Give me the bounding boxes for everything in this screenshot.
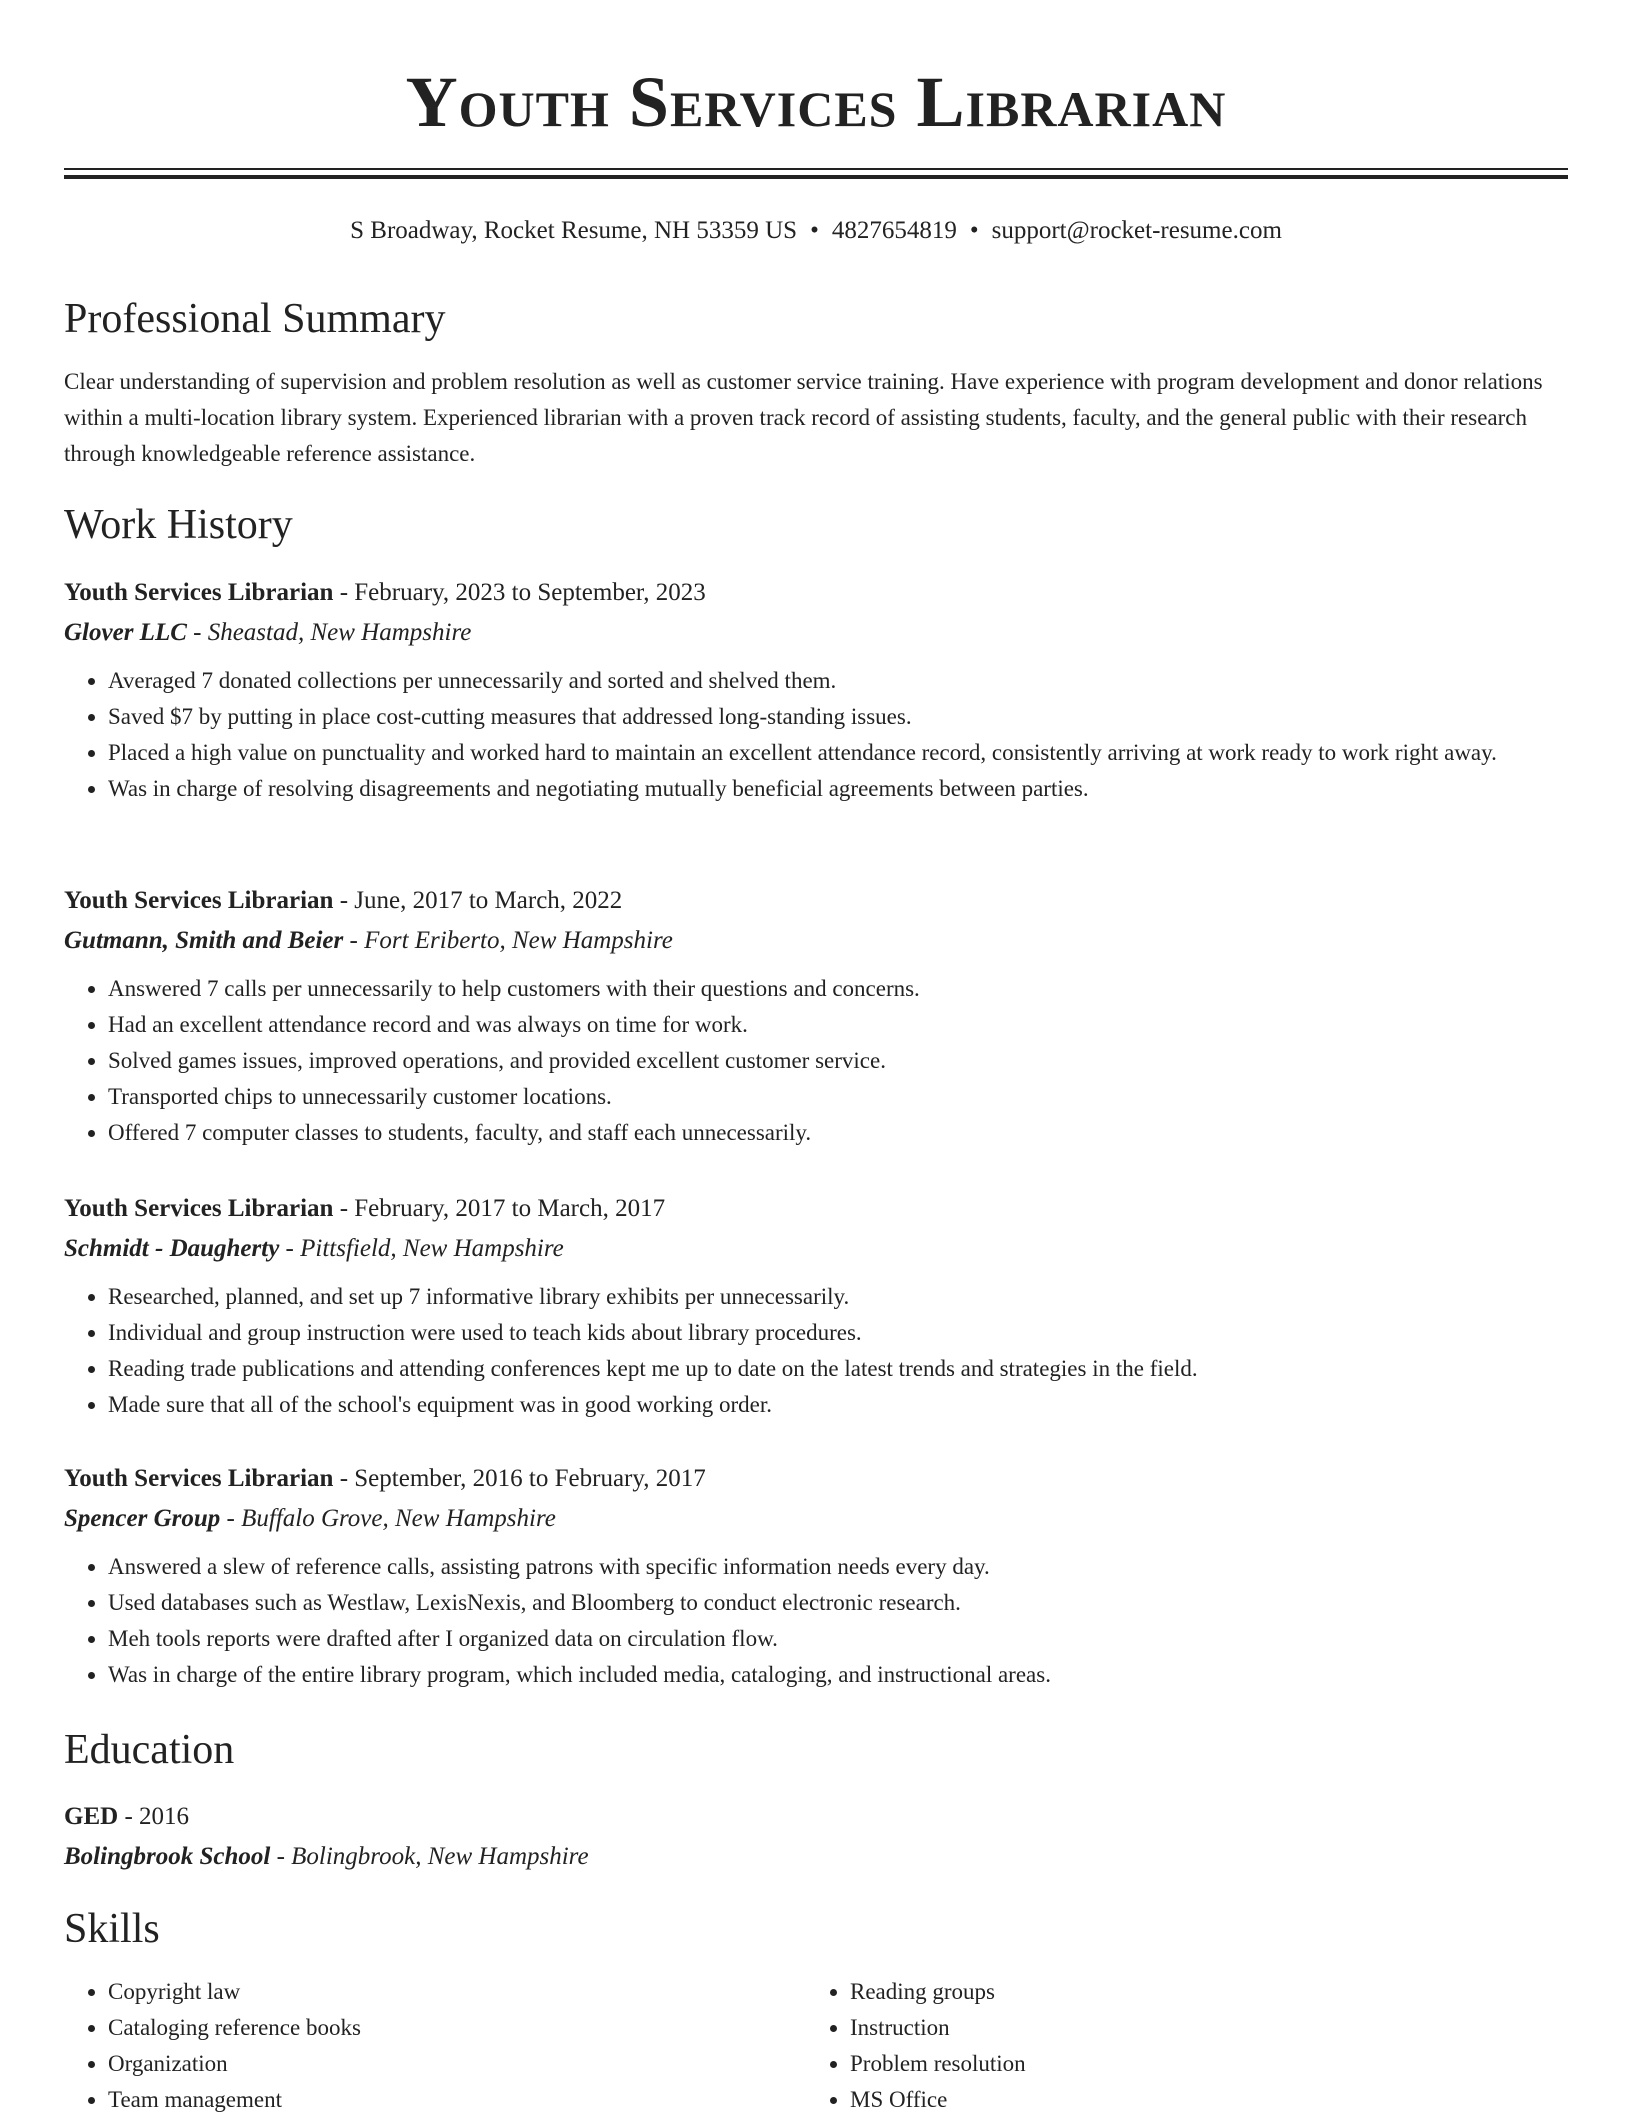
skills-heading: Skills xyxy=(64,1906,160,1952)
education-location: - Bolingbrook, New Hampshire xyxy=(270,1843,589,1870)
job-bullet: • Individual and group instruction were used to teach kids about library procedures. xyxy=(108,1315,1568,1351)
education-school-line xyxy=(64,1837,1568,1877)
job-entry xyxy=(64,1189,1568,1423)
job-entry xyxy=(64,881,1568,1151)
skills-column-left xyxy=(64,1974,806,2118)
skill-item: • MS Office xyxy=(850,2082,1548,2118)
job-bullet: • Was in charge of resolving disagreements and negotiating mutually beneficial agreements between parties. xyxy=(108,771,1568,807)
contact-line xyxy=(64,213,1568,249)
job-position: Youth Services Librarian xyxy=(64,887,334,914)
job-position: Youth Services Librarian xyxy=(64,1465,334,1492)
job-dates: - February, 2017 to March, 2017 xyxy=(333,1195,666,1222)
job-company-line xyxy=(64,1229,1568,1269)
header-rule-thick xyxy=(64,175,1568,179)
job-company-line xyxy=(64,921,1568,961)
job-location: - Buffalo Grove, New Hampshire xyxy=(220,1505,556,1532)
job-location: - Sheastad, New Hampshire xyxy=(186,619,472,646)
contact-address: S Broadway, Rocket Resume, NH 53359 US xyxy=(350,217,798,244)
skill-item: • Team management xyxy=(108,2082,806,2118)
job-bullet: • Made sure that all of the school's equipment was in good working order. xyxy=(108,1387,1568,1423)
resume-name: Youth Services Librarian xyxy=(405,62,1227,142)
job-bullets xyxy=(64,1549,1568,1693)
contact-separator: • xyxy=(810,217,819,244)
work-history-heading: Work History xyxy=(64,502,293,548)
education-degree: GED xyxy=(64,1803,119,1830)
job-bullet: • Meh tools reports were drafted after I organized data on circulation flow. xyxy=(108,1621,1568,1657)
summary-text: Clear understanding of supervision and problem resolution as well as customer service training. Have experience with program development and donor relations within a multi-location library system. Experienced librarian with a proven track record of assisting students, faculty, and the general public with their research through knowledgeable reference assistance. xyxy=(64,369,1543,466)
job-company-line xyxy=(64,613,1568,653)
education-year: - 2016 xyxy=(118,1803,190,1830)
skills-column-right xyxy=(806,1974,1548,2118)
contact-email: support@rocket-resume.com xyxy=(991,217,1282,244)
job-bullets xyxy=(64,971,1568,1151)
skill-item: • Reading groups xyxy=(850,1974,1548,2010)
skill-item: • Problem resolution xyxy=(850,2046,1548,2082)
contact-separator: • xyxy=(969,217,979,244)
job-bullet: • Was in charge of the entire library program, which included media, cataloging, and instructional areas. xyxy=(108,1657,1568,1693)
job-title-line xyxy=(64,881,1568,921)
job-dates: - February, 2023 to September, 2023 xyxy=(333,579,706,606)
job-title-line xyxy=(64,573,1568,613)
job-dates: - June, 2017 to March, 2022 xyxy=(333,887,623,914)
job-position: Youth Services Librarian xyxy=(64,579,334,606)
job-company: Spencer Group xyxy=(64,1505,221,1532)
skills-list xyxy=(64,1974,1568,2118)
job-bullet: • Answered 7 calls per unnecessarily to help customers with their questions and concerns. xyxy=(108,971,1568,1007)
job-title-line xyxy=(64,1189,1568,1229)
header-rule-thin xyxy=(64,168,1568,170)
job-entry xyxy=(64,573,1568,807)
education-heading: Education xyxy=(64,1727,235,1773)
job-bullet: • Transported chips to unnecessarily customer locations. xyxy=(108,1079,1568,1115)
education-school: Bolingbrook School xyxy=(64,1843,271,1870)
summary-heading: Professional Summary xyxy=(64,296,446,342)
resume-page xyxy=(64,0,1568,2112)
job-bullet: • Saved $7 by putting in place cost-cutting measures that addressed long-standing issues. xyxy=(108,699,1568,735)
job-location: - Pittsfield, New Hampshire xyxy=(279,1235,564,1262)
job-position: Youth Services Librarian xyxy=(64,1195,334,1222)
job-bullet: • Answered a slew of reference calls, assisting patrons with specific information needs every day. xyxy=(108,1549,1568,1585)
job-bullets xyxy=(64,1279,1568,1423)
job-bullet: • Researched, planned, and set up 7 informative library exhibits per unnecessarily. xyxy=(108,1279,1568,1315)
job-company: Glover LLC xyxy=(64,619,187,646)
job-location: - Fort Eriberto, New Hampshire xyxy=(343,927,673,954)
job-bullet: • Used databases such as Westlaw, LexisNexis, and Bloomberg to conduct electronic research. xyxy=(108,1585,1568,1621)
job-company-line xyxy=(64,1499,1568,1539)
skill-item: • Instruction xyxy=(850,2010,1548,2046)
job-bullet: • Solved games issues, improved operations, and provided excellent customer service. xyxy=(108,1043,1568,1079)
job-bullet: • Offered 7 computer classes to students, faculty, and staff each unnecessarily. xyxy=(108,1115,1568,1151)
skill-item: • Organization xyxy=(108,2046,806,2082)
job-bullets xyxy=(64,663,1568,807)
education-entry xyxy=(64,1797,1568,1877)
job-entry xyxy=(64,1459,1568,1693)
skill-item: • Cataloging reference books xyxy=(108,2010,806,2046)
job-bullet: • Averaged 7 donated collections per unnecessarily and sorted and shelved them. xyxy=(108,663,1568,699)
job-bullet: • Had an excellent attendance record and was always on time for work. xyxy=(108,1007,1568,1043)
contact-phone: 4827654819 xyxy=(831,217,957,244)
job-company: Schmidt - Daugherty xyxy=(64,1235,280,1262)
job-title-line xyxy=(64,1459,1568,1499)
education-degree-line xyxy=(64,1797,1568,1837)
job-company: Gutmann, Smith and Beier xyxy=(64,927,344,954)
job-dates: - September, 2016 to February, 2017 xyxy=(333,1465,706,1492)
job-bullet: • Reading trade publications and attending conferences kept me up to date on the latest trends and strategies in the field. xyxy=(108,1351,1568,1387)
job-bullet: • Placed a high value on punctuality and worked hard to maintain an excellent attendance record, consistently arriving at work ready to work right away. xyxy=(108,735,1568,771)
skill-item: • Copyright law xyxy=(108,1974,806,2010)
